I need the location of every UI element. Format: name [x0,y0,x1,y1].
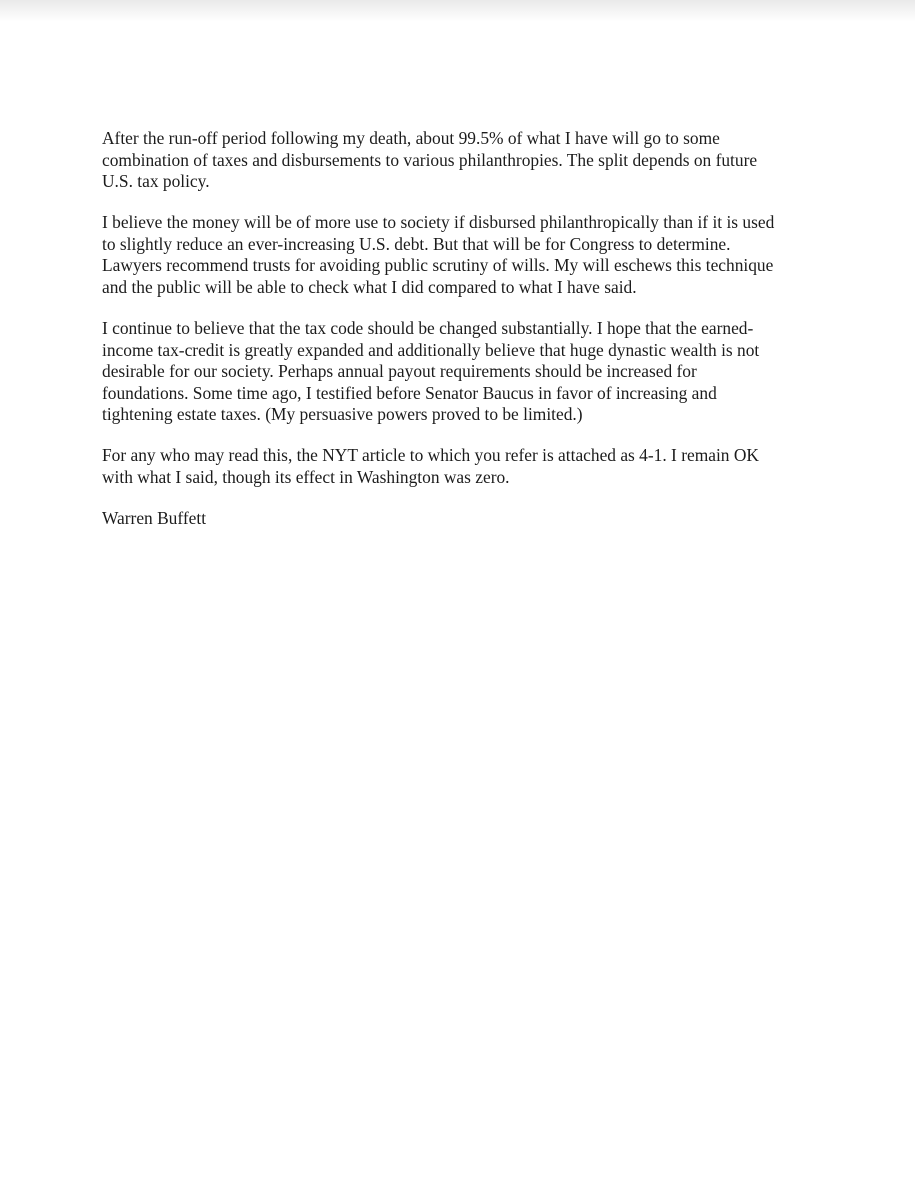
text-line: I believe the money will be of more use to society if disbursed philanthropically than if it is used [102,212,775,233]
text-line: After the run-off period following my death, about 99.5% of what I have will go to some [102,128,720,148]
signature-name: Warren Buffett [102,507,207,528]
text-line: tightening estate taxes. (My persuasive powers proved to be limited.) [102,404,583,425]
text-line: I continue to believe that the tax code should be changed substantially. I hope that the earned- [102,317,754,338]
text-line: income tax-credit is greatly expanded and additionally believe that huge dynastic wealth is not [102,339,760,360]
text-line: combination of taxes and disbursements to various philanthropies. The split depends on future [102,149,758,170]
paragraph-estate-disposition [102,128,814,193]
paragraph-nyt-article [102,445,814,488]
text-line: with what I said, though its effect in Washington was zero. [102,466,510,487]
letter-body [102,128,814,529]
text-line: desirable for our society. Perhaps annual payout requirements should be increased for [102,361,697,382]
paragraph-philanthropy-vs-debt [102,212,814,298]
paragraph-tax-code [102,318,814,426]
text-line: to slightly reduce an ever-increasing U.S. debt. But that will be for Congress to determine. [102,233,731,254]
text-line: U.S. tax policy. [102,171,210,192]
text-line: For any who may read this, the NYT article to which you refer is attached as 4-1. I remain OK [102,445,759,466]
text-line: Lawyers recommend trusts for avoiding public scrutiny of wills. My will eschews this technique [102,255,774,276]
text-line: and the public will be able to check what I did compared to what I have said. [102,276,637,297]
text-line: foundations. Some time ago, I testified before Senator Baucus in favor of increasing and [102,382,717,403]
